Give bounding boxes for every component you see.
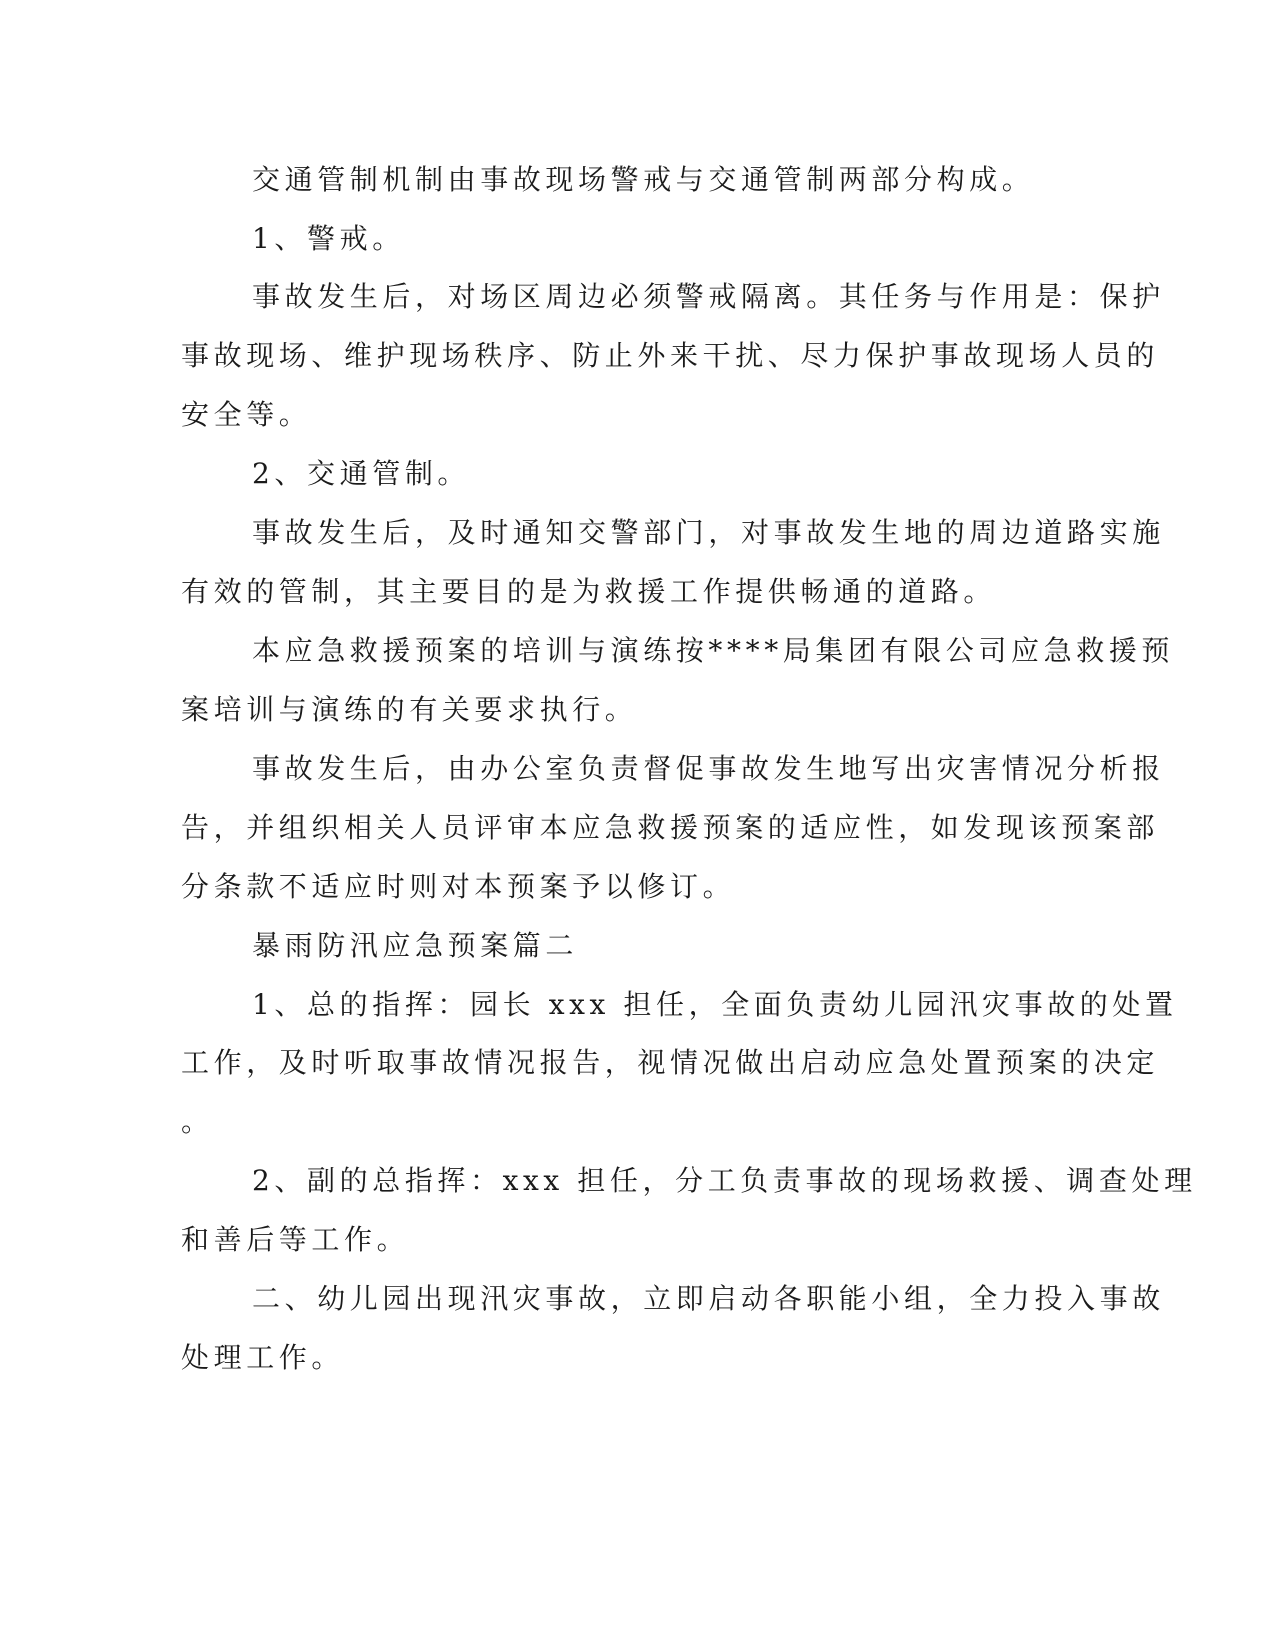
paragraph-line: 二、幼儿园出现汛灾事故，立即启动各职能小组，全力投入事故 bbox=[252, 1282, 1165, 1315]
section-heading: 暴雨防汛应急预案篇二 bbox=[252, 929, 579, 962]
paragraph-line: 和善后等工作。 bbox=[181, 1223, 410, 1256]
paragraph-line: 事故现场、维护现场秩序、防止外来干扰、尽力保护事故现场人员的 bbox=[181, 339, 1160, 372]
paragraph-line: 本应急救援预案的培训与演练按****局集团有限公司应急救援预 bbox=[252, 634, 1175, 667]
paragraph-line: 处理工作。 bbox=[181, 1341, 345, 1374]
paragraph-line: 。 bbox=[181, 1105, 214, 1138]
paragraph-line: 工作，及时听取事故情况报告，视情况做出启动应急处置预案的决定 bbox=[181, 1046, 1160, 1079]
paragraph-line: 安全等。 bbox=[181, 398, 312, 431]
paragraph-line: 2、交通管制。 bbox=[252, 457, 471, 490]
paragraph-line: 事故发生后，对场区周边必须警戒隔离。其任务与作用是：保护 bbox=[252, 280, 1165, 313]
paragraph-line: 1、总的指挥：园长 xxx 担任，全面负责幼儿园汛灾事故的处置 bbox=[252, 988, 1178, 1021]
paragraph-line: 1、警戒。 bbox=[252, 222, 405, 255]
paragraph-line: 交通管制机制由事故现场警戒与交通管制两部分构成。 bbox=[252, 163, 1035, 196]
paragraph-line: 事故发生后，及时通知交警部门，对事故发生地的周边道路实施 bbox=[252, 516, 1165, 549]
paragraph-line: 告，并组织相关人员评审本应急救援预案的适应性，如发现该预案部 bbox=[181, 811, 1160, 844]
paragraph-line: 2、副的总指挥：xxx 担任，分工负责事故的现场救援、调查处理 bbox=[252, 1164, 1197, 1197]
paragraph-line: 分条款不适应时则对本预案予以修订。 bbox=[181, 870, 736, 903]
paragraph-line: 事故发生后，由办公室负责督促事故发生地写出灾害情况分析报 bbox=[252, 752, 1165, 785]
paragraph-line: 案培训与演练的有关要求执行。 bbox=[181, 693, 638, 726]
paragraph-line: 有效的管制，其主要目的是为救援工作提供畅通的道路。 bbox=[181, 575, 997, 608]
